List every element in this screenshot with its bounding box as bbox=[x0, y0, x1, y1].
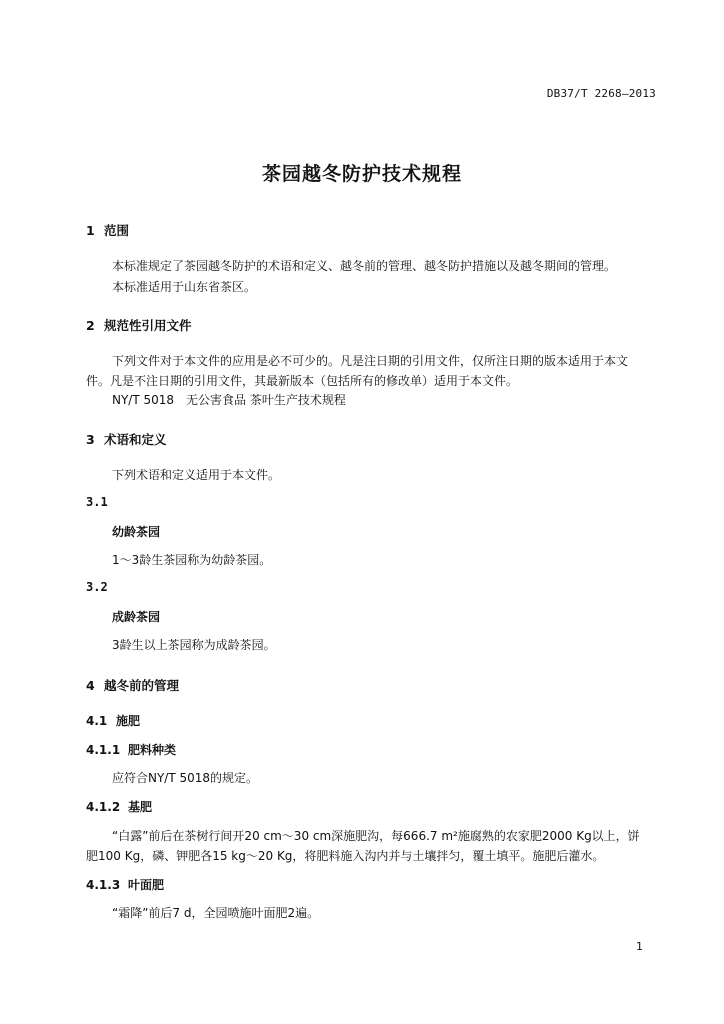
clause-number: 3.2 bbox=[86, 580, 108, 594]
subsection-number: 4.1 bbox=[86, 714, 108, 728]
subsection-4-1-3-heading bbox=[86, 876, 164, 893]
paragraph: “霜降”前后7 d，全园喷施叶面肥2遍。 bbox=[112, 906, 320, 920]
section-number: 4 bbox=[86, 678, 95, 693]
clause-number: 3.1 bbox=[86, 495, 108, 509]
subsection-title: 基肥 bbox=[128, 800, 153, 814]
paragraph: 本标准规定了茶园越冬防护的术语和定义、越冬前的管理、越冬防护措施以及越冬期间的管理。 bbox=[112, 259, 617, 273]
term-definition: 3龄生以上茶园称为成龄茶园。 bbox=[112, 638, 276, 652]
paragraph: “白露”前后在茶树行间开20 cm～30 cm深施肥沟，每666.7 m²施腐熟的农家肥2000 Kg以上，饼 bbox=[112, 829, 640, 843]
section-number: 2 bbox=[86, 318, 95, 333]
subsection-4-1-2-heading bbox=[86, 798, 152, 815]
subsection-title: 叶面肥 bbox=[128, 878, 165, 892]
section-title: 越冬前的管理 bbox=[104, 678, 180, 693]
section-3-heading bbox=[86, 430, 167, 448]
normative-reference: NY/T 5018 无公害食品 茶叶生产技术规程 bbox=[112, 393, 346, 407]
section-title: 规范性引用文件 bbox=[104, 318, 192, 333]
paragraph: 下列文件对于本文件的应用是必不可少的。凡是注日期的引用文件，仅所注日期的版本适用于本文 bbox=[112, 354, 629, 368]
section-number: 1 bbox=[86, 223, 95, 238]
section-2-heading bbox=[86, 316, 192, 334]
subsection-number: 4.1.2 bbox=[86, 800, 121, 814]
paragraph: 应符合NY/T 5018的规定。 bbox=[112, 771, 259, 785]
document-title: 茶园越冬防护技术规程 bbox=[261, 163, 462, 185]
term: 成龄茶园 bbox=[112, 610, 161, 624]
section-title: 范围 bbox=[104, 223, 130, 238]
subsection-4-1-heading bbox=[86, 712, 140, 729]
document-code: DB37/T 2268—2013 bbox=[546, 87, 656, 100]
subsection-title: 施肥 bbox=[116, 714, 141, 728]
term-definition: 1～3龄生茶园称为幼龄茶园。 bbox=[112, 553, 272, 567]
section-title: 术语和定义 bbox=[104, 432, 167, 447]
paragraph: 本标准适用于山东省茶区。 bbox=[112, 280, 257, 294]
subsection-4-1-1-heading bbox=[86, 741, 176, 758]
term: 幼龄茶园 bbox=[112, 525, 161, 539]
paragraph-continuation: 件。凡是不注日期的引用文件，其最新版本（包括所有的修改单）适用于本文件。 bbox=[86, 374, 519, 388]
paragraph-continuation: 肥100 Kg，磷、钾肥各15 kg～20 Kg，将肥料施入沟内并与土壤拌匀，覆土填平。施肥后灌水。 bbox=[86, 849, 605, 863]
paragraph: 下列术语和定义适用于本文件。 bbox=[112, 468, 281, 482]
section-1-heading bbox=[86, 221, 129, 239]
subsection-number: 4.1.3 bbox=[86, 878, 121, 892]
section-4-heading bbox=[86, 676, 179, 694]
subsection-title: 肥料种类 bbox=[128, 743, 177, 757]
page-number: 1 bbox=[636, 940, 643, 953]
section-number: 3 bbox=[86, 432, 95, 447]
subsection-number: 4.1.1 bbox=[86, 743, 121, 757]
